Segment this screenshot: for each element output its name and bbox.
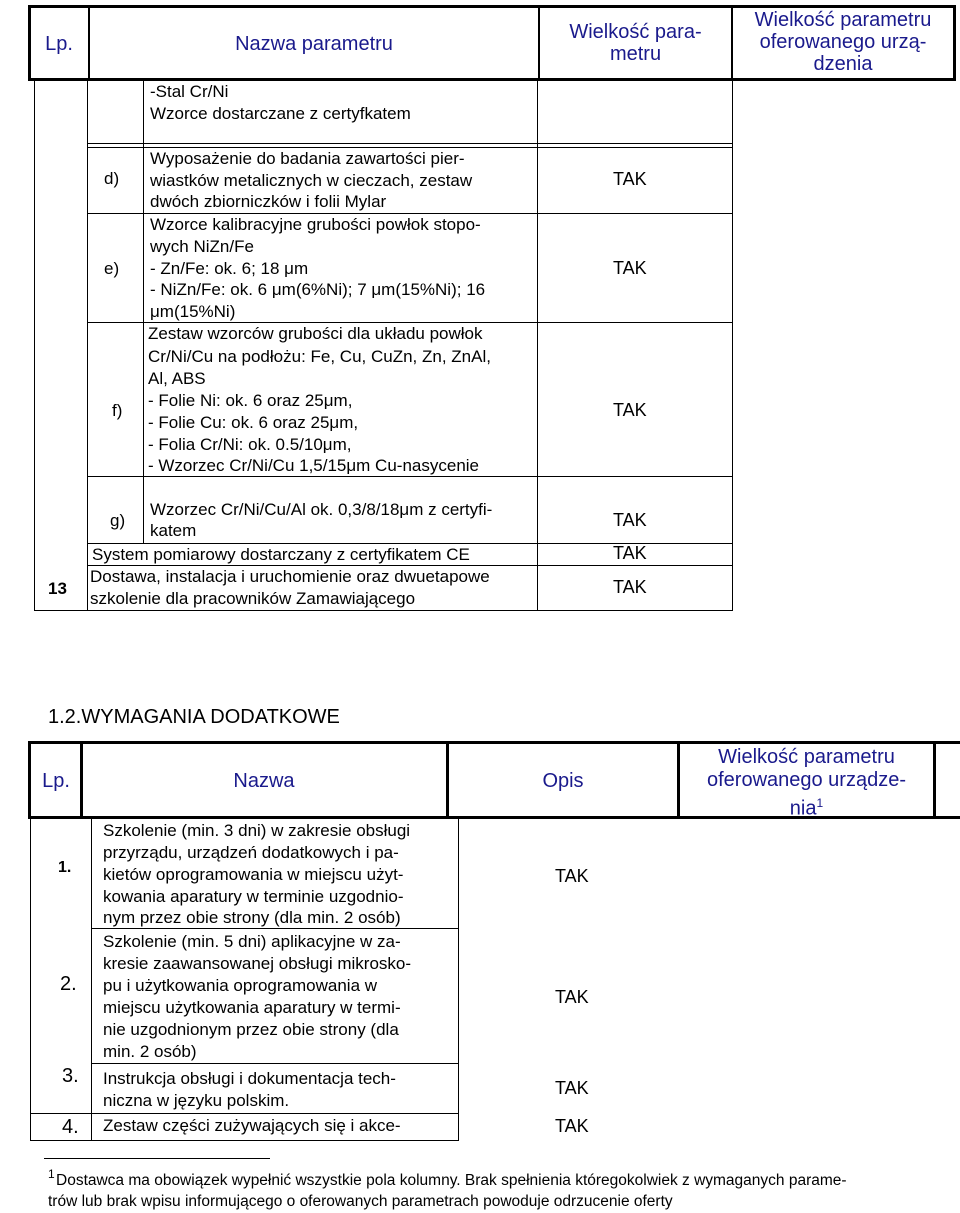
- header-line: oferowanego urzą-: [759, 31, 927, 53]
- row-text-line: miejscu użytkowania aparatury w termi-: [103, 998, 401, 1017]
- row-text-line: Wzorzec Cr/Ni/Cu/Al ok. 0,3/8/18μm z certyfi-: [150, 500, 493, 519]
- footnote-ref: 1: [816, 796, 824, 810]
- header-offered-line: Wielkość parametru: [718, 746, 895, 768]
- header-line: Wielkość para-: [569, 21, 702, 43]
- row-text-line: Dostawa, instalacja i uruchomienie oraz dwuetapowe: [90, 567, 490, 586]
- row-text-line: nym przez obie strony (dla min. 2 osób): [103, 908, 401, 927]
- header-lp: Lp.: [42, 770, 70, 792]
- header-name: Nazwa: [233, 770, 295, 792]
- row-text-line: Szkolenie (min. 3 dni) w zakresie obsługi: [103, 821, 411, 840]
- footnote-line: Dostawca ma obowiązek wypełnić wszystkie pola kolumny. Brak spełnienia któregokolwiek z wymaganych parame-: [56, 1172, 847, 1189]
- row-letter: d): [104, 169, 120, 188]
- row-value: TAK: [613, 400, 647, 420]
- row-text-line: katem: [150, 521, 197, 540]
- row-text-line: wych NiZn/Fe: [150, 237, 254, 256]
- row-text-line: szkolenie dla pracowników Zamawiającego: [90, 589, 416, 608]
- row-text-line: Zestaw wzorców grubości dla układu powłok: [148, 324, 483, 343]
- footnote-marker: 1: [48, 1167, 55, 1181]
- row-number: 2.: [60, 973, 77, 995]
- row-text-line: Zestaw części zużywających się i akce-: [103, 1116, 401, 1135]
- header-line: dzenia: [813, 53, 873, 75]
- row-text-line: μm(15%Ni): [150, 302, 236, 321]
- header-offered-line: nia: [789, 797, 817, 820]
- row-text-line: Al, ABS: [148, 369, 206, 388]
- footnote-divider: [44, 1158, 270, 1159]
- row-text-line: Szkolenie (min. 5 dni) aplikacyjne w za-: [103, 932, 401, 951]
- section-title: 1.2.WYMAGANIA DODATKOWE: [48, 706, 340, 728]
- system-row-text: System pomiarowy dostarczany z certyfikatem CE: [92, 545, 470, 564]
- row-number: 3.: [62, 1065, 79, 1087]
- row-value: TAK: [555, 866, 589, 886]
- row-text-line: kietów oprogramowania w miejscu użyt-: [103, 865, 404, 884]
- carry-over-line-2: Wzorce dostarczane z certyfkatem: [150, 104, 411, 123]
- row-value: TAK: [613, 510, 647, 530]
- row-letter: e): [104, 259, 120, 278]
- row-text-line: kowania aparatury w terminie uzgodnio-: [103, 887, 404, 906]
- header-parameter-name: Nazwa parametru: [235, 33, 393, 55]
- row-text-line: - Wzorzec Cr/Ni/Cu 1,5/15μm Cu-nasycenie: [148, 456, 480, 475]
- row-text-line: - Folie Cu: ok. 6 oraz 25μm,: [148, 413, 359, 432]
- header-offered-line: oferowanego urządze-: [706, 769, 906, 791]
- carry-over-line-1: -Stal Cr/Ni: [150, 82, 229, 101]
- row-value: TAK: [613, 258, 647, 278]
- row-value: TAK: [555, 987, 589, 1007]
- row-text-line: - Zn/Fe: ok. 6; 18 μm: [150, 259, 309, 278]
- row-number: 13: [48, 579, 67, 598]
- row-text-line: przyrządu, urządzeń dodatkowych i pa-: [103, 843, 399, 862]
- row-text-line: - NiZn/Fe: ok. 6 μm(6%Ni); 7 μm(15%Ni); 16: [150, 280, 486, 299]
- row-text-line: min. 2 osób): [103, 1042, 197, 1061]
- row-value: TAK: [613, 577, 647, 597]
- header-line: metru: [609, 43, 662, 65]
- row-text-line: - Folia Cr/Ni: ok. 0.5/10μm,: [148, 435, 352, 454]
- row-text-line: niczna w języku polskim.: [103, 1091, 290, 1110]
- header-lp: Lp.: [45, 33, 73, 55]
- row-text-line: wiastków metalicznych w cieczach, zestaw: [150, 171, 473, 190]
- header-parameter-value: [540, 21, 731, 65]
- footnote-line: trów lub brak wpisu informującego o oferowanych parametrach powoduje odrzucenie oferty: [48, 1193, 673, 1210]
- row-value: TAK: [613, 543, 647, 563]
- header-line: Wielkość parametru: [754, 9, 932, 31]
- header-description: Opis: [542, 770, 584, 792]
- row-text-line: Wyposażenie do badania zawartości pier-: [150, 149, 465, 168]
- row-text-line: dwóch zbiorniczków i folii Mylar: [150, 192, 387, 211]
- header-offered-value: [680, 746, 933, 821]
- row-value: TAK: [555, 1078, 589, 1098]
- row-text-line: Cr/Ni/Cu na podłożu: Fe, Cu, CuZn, Zn, ZnAl,: [148, 347, 491, 366]
- header-offered-value: [733, 9, 953, 75]
- row-value: TAK: [613, 169, 647, 189]
- row-number: 4.: [62, 1116, 79, 1138]
- row-letter: g): [110, 511, 126, 530]
- row-text-line: kresie zaawansowanej obsługi mikrosko-: [103, 954, 412, 973]
- row-text-line: Instrukcja obsługi i dokumentacja tech-: [103, 1069, 396, 1088]
- row-text-line: pu i użytkowania oprogramowania w: [103, 976, 378, 995]
- row-letter: f): [112, 401, 123, 420]
- row-value: TAK: [555, 1116, 589, 1136]
- row-text-line: - Folie Ni: ok. 6 oraz 25μm,: [148, 391, 353, 410]
- row-text-line: nie uzgodnionym przez obie strony (dla: [103, 1020, 399, 1039]
- row-number: 1.: [58, 859, 72, 876]
- row-text-line: Wzorce kalibracyjne grubości powłok stopo-: [150, 215, 481, 234]
